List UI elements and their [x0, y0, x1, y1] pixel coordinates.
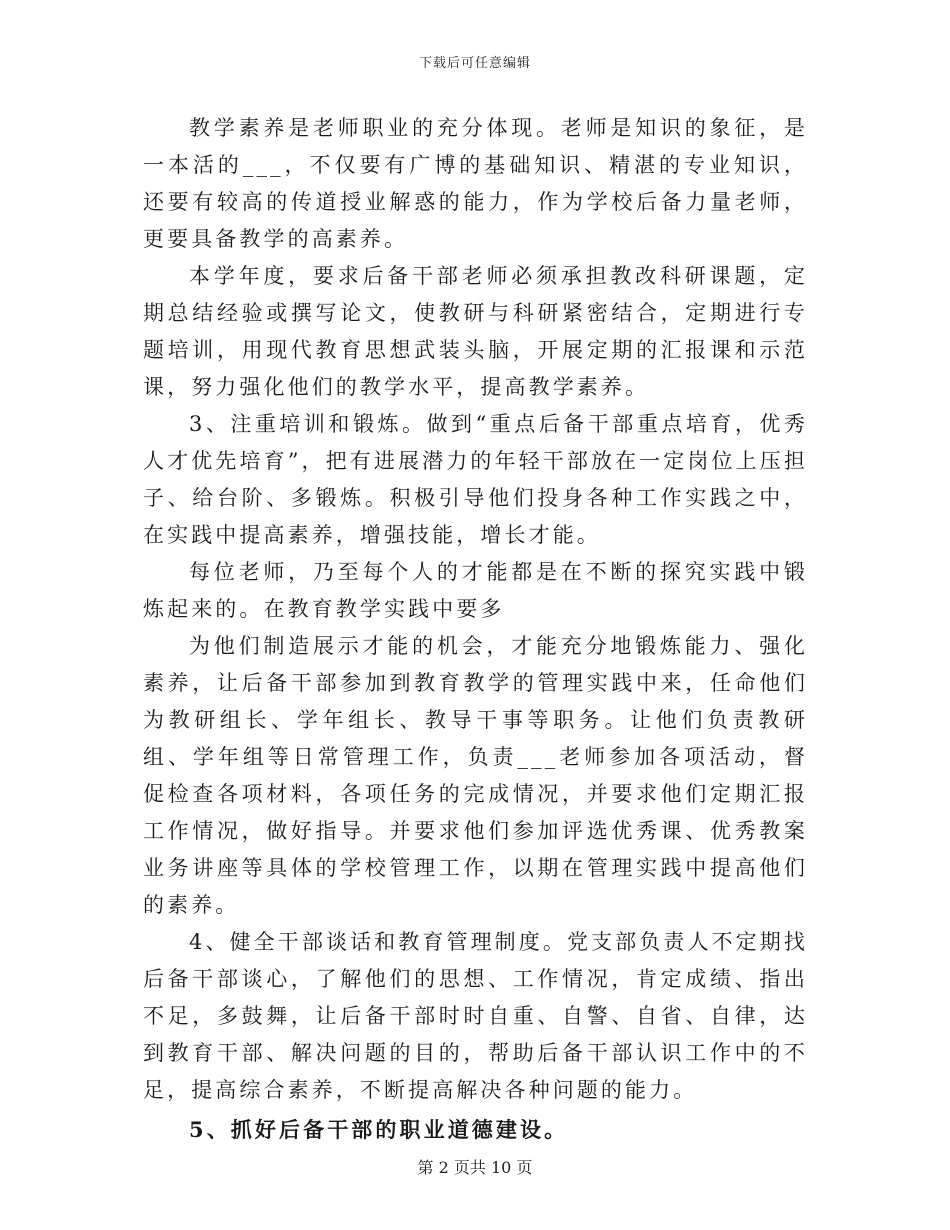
page-header: 下载后可任意编辑	[418, 56, 531, 71]
paragraph-annual-requirements: 本学年度，要求后备干部老师必须承担教改科研课题，定期总结经验或撰写论文，使教研与科研紧密结合，定期进行专题培训，用现代教育思想武装头脑，开展定期的汇报课和示范课，努力强化他们的教学水平，提高教学素养。	[143, 264, 808, 399]
section-heading-ethics: 5、抓好后备干部的职业道德建设。	[189, 1117, 569, 1142]
paragraph-management-system: 4、健全干部谈话和教育管理制度。党支部负责人不定期找后备干部谈心，了解他们的思想、工作情况，肯定成绩、指出不足，多鼓舞，让后备干部时时自重、自警、自省、自律，达到教育干部、解决问题的目的，帮助后备干部认识工作中的不足，提高综合素养，不断提高解决各种问题的能力。	[143, 930, 808, 1102]
paragraph-opportunities: 为他们制造展示才能的机会，才能充分地锻炼能力、强化素养，让后备干部参加到教育教学的管理实践中来，任命他们为教研组长、学年组长、教导干事等职务。让他们负责教研组、学年组等日常管理工作，负责___老师参加各项活动，督促检查各项材料，各项任务的完成情况，并要求他们定期汇报工作情况，做好指导。并要求他们参加评选优秀课、优秀教案业务讲座等具体的学校管理工作，以期在管理实践中提高他们的素养。	[143, 634, 808, 917]
paragraph-practice-talent: 每位老师，乃至每个人的才能都是在不断的探究实践中锻炼起来的。在教育教学实践中要多	[143, 560, 808, 621]
document-body	[143, 110, 808, 1148]
paragraph-teaching-quality: 教学素养是老师职业的充分体现。老师是知识的象征，是一本活的___，不仅要有广博的基础知识、精湛的专业知识，还要有较高的传道授业解惑的能力，作为学校后备力量老师，更要具备教学的高素养。	[143, 116, 808, 251]
page-number: 第 2 页共 10 页	[417, 1158, 533, 1177]
paragraph-training: 3、注重培训和锻炼。做到“重点后备干部重点培育，优秀人才优先培育”，把有进展潜力的年轻干部放在一定岗位上压担子、给台阶、多锻炼。积极引导他们投身各种工作实践之中，在实践中提高素养，增强技能，增长才能。	[143, 412, 808, 547]
